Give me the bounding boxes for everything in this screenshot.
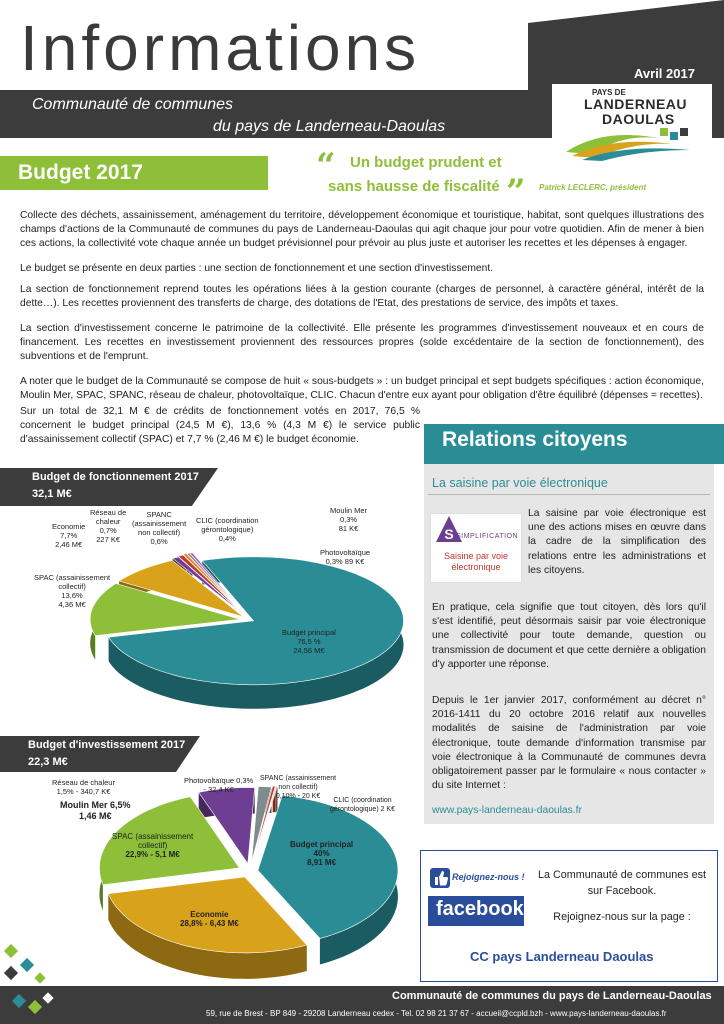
quote-open-icon: “ [316,146,336,186]
label-invest-economie: Economie 28,8% - 6,43 M€ [180,910,239,928]
budget-paragraph-3: La section de fonctionnement reprend toutes les opérations liées à la gestion courante (charges de personnel, à caractère général, intérêt de la dette…). Les recettes proviennent des transferts de charge, des dotations de l'Etat, des prestations de service, des impôts et taxes. [20,284,704,309]
thumbs-up-icon [430,868,450,888]
logo-line1: LANDERNEAU [584,96,687,112]
simplification-word: SIMPLIFICATION [456,533,519,540]
label-invest-principal: Budget principal 40% 8,91 M€ [290,840,354,867]
facebook-text-1: La Communauté de communes est sur Facebook. [537,869,707,897]
issue-date: Avril 2017 [634,66,695,81]
relations-paragraph-3: Depuis le 1er janvier 2017, conformément au décret n° 2016-1411 du 20 octobre 2016 relatif aux nouvelles modalités de saisine de l'administration par voie électronique, toute demande d'information transmise par voie électronique à la Communauté de communes devra obligatoirement passer par le formulaire « nous contacter » du site Internet : [432,695,706,792]
label-invest-photo: Photovoltaïque 0,3% - 32,4 K€ [184,776,254,794]
budget-title: Budget 2017 [18,161,143,184]
facebook-brand: facebook [436,898,524,920]
quote-author: Patrick LECLERC, président [539,183,647,192]
budget-paragraph-5: A noter que le budget de la Communauté se compose de huit « sous-budgets » : un budget principal et sept budgets spécifiques : action économique, Moulin Mer, SPAC, SPANC, réseau de chaleur, photovoltaïque, CLIC. Chacun d'entre eux ayant pour obligation d'être équilibré (dépenses = recettes). [20,376,704,401]
chart-invest-total: 22,3 M€ [28,756,68,768]
label-fonct-clic: CLIC (coordination gérontologique) 0,4% [196,516,259,543]
logo-swoosh-icon [562,126,702,162]
relations-paragraph-1: La saisine par voie électronique est une des actions mises en œuvre dans la cadre de la simplification des relations entre les administrations et les citoyens. [528,508,706,576]
quote-line1: Un budget prudent et [350,154,502,171]
relations-paragraph-2: En pratique, cela signifie que tout citoyen, dès lors qu'il s'est identifié, peut désormais saisir par voie électronique une collectivité pour toute demande, question ou transmission de document et que cette dernière a obligation d'y apporter une réponse. [432,602,706,670]
page-title: Informations [20,12,421,84]
label-invest-spac: SPAC (assainissement collectif) 22,9% - 5,1 M€ [112,832,194,859]
label-invest-moulin: Moulin Mer 6,5% 1,46 M€ [60,800,131,821]
label-fonct-moulin: Moulin Mer 0,3% 81 K€ [330,506,368,533]
chart-invest-title: Budget d'investissement 2017 [28,739,186,751]
relations-title: Relations citoyens [442,428,628,451]
facebook-page-name[interactable]: CC pays Landerneau Daoulas [470,949,654,964]
relations-divider [428,494,710,495]
budget-paragraph-1: Collecte des déchets, assainissement, aménagement du territoire, développement économique et touristique, habitat, sont quelques illustrations des champs d'actions de la Communauté de communes du pays de Landerneau-Daoulas qui agit chaque jour pour votre quotidien. Afin de mener à bien ces actions, la collectivité vote chaque année un budget prévisionnel pour prévoir au plus juste et autoriser les recettes et les dépenses à engager. [20,210,704,249]
label-invest-spanc: SPANC (assainissement non collectif) 0,10% - 20 K€ [260,775,337,800]
chart-fonct-total: 32,1 M€ [32,488,72,500]
simplification-label: Saisine par voie électronique [443,551,509,572]
relations-subtitle: La saisine par voie électronique [432,476,608,490]
budget-paragraph-4: La section d'investissement concerne le patrimoine de la collectivité. Elle présente les programmes d'investissement nouveaux et en cours de financement. Les recettes en investissement proviennent des ressources propres (solde excédentaire de la section de fonctionnement), des subventions et de l'emprunt. [20,323,704,362]
label-fonct-principal: Budget principal 76,5 % 24,56 M€ [282,628,336,655]
budget-paragraph-6: Sur un total de 32,1 M € de crédits de fonctionnement votés en 2017, 76,5 % concernent le budget principal (24,5 M €), 13,6 % (4,3 M €) le service public d'assainissement collectif (SPAC) et 7,7 % (2,46 M €) le budget économie. [20,406,420,445]
logo-line2: DAOULAS [602,111,675,127]
footer-cubes-icon [10,990,60,1020]
facebook-join: Rejoignez-nous ! [452,872,525,882]
quote-close-icon: ” [506,172,526,212]
label-fonct-photo: Photovoltaïque 0,3% 89 K€ [320,548,371,566]
label-invest-reseau: Réseau de chaleur 1,5% - 340,7 K€ [52,778,115,796]
footer-address: 59, rue de Brest - BP 849 - 29208 Landerneau cedex - Tel. 02 98 21 37 67 - accueil@ccpld.bzh - www.pays-landerneau-daoulas.fr [206,1009,667,1018]
decorative-cubes-icon [0,936,60,986]
website-link[interactable]: www.pays-landerneau-daoulas.fr [432,805,582,816]
subtitle-line1: Communauté de communes [32,96,233,113]
quote-line2: sans hausse de fiscalité [328,178,500,195]
label-fonct-spac: SPAC (assainissement collectif) 13,6% 4,36 M€ [34,573,111,609]
logo-small-text: PAYS DE [592,88,626,97]
subtitle-line2: du pays de Landerneau-Daoulas [213,118,446,135]
facebook-text-2: Rejoignez-nous sur la page : [553,911,691,923]
label-fonct-spanc: SPANC (assainissement non collectif) 0,6% [132,510,187,546]
label-fonct-reseau: Réseau de chaleur 0,7% 227 K€ [90,508,127,544]
svg-text:S: S [444,526,454,542]
chart-fonct-title: Budget de fonctionnement 2017 [32,471,199,483]
label-fonct-economie: Economie 7,7% 2,46 M€ [52,522,86,549]
footer-title: Communauté de communes du pays de Landerneau-Daoulas [392,990,712,1002]
label-invest-clic: CLIC (coordination gérontologique) 2 K€ [330,797,395,813]
budget-paragraph-2: Le budget se présente en deux parties : une section de fonctionnement et une section d'investissement. [20,263,494,274]
